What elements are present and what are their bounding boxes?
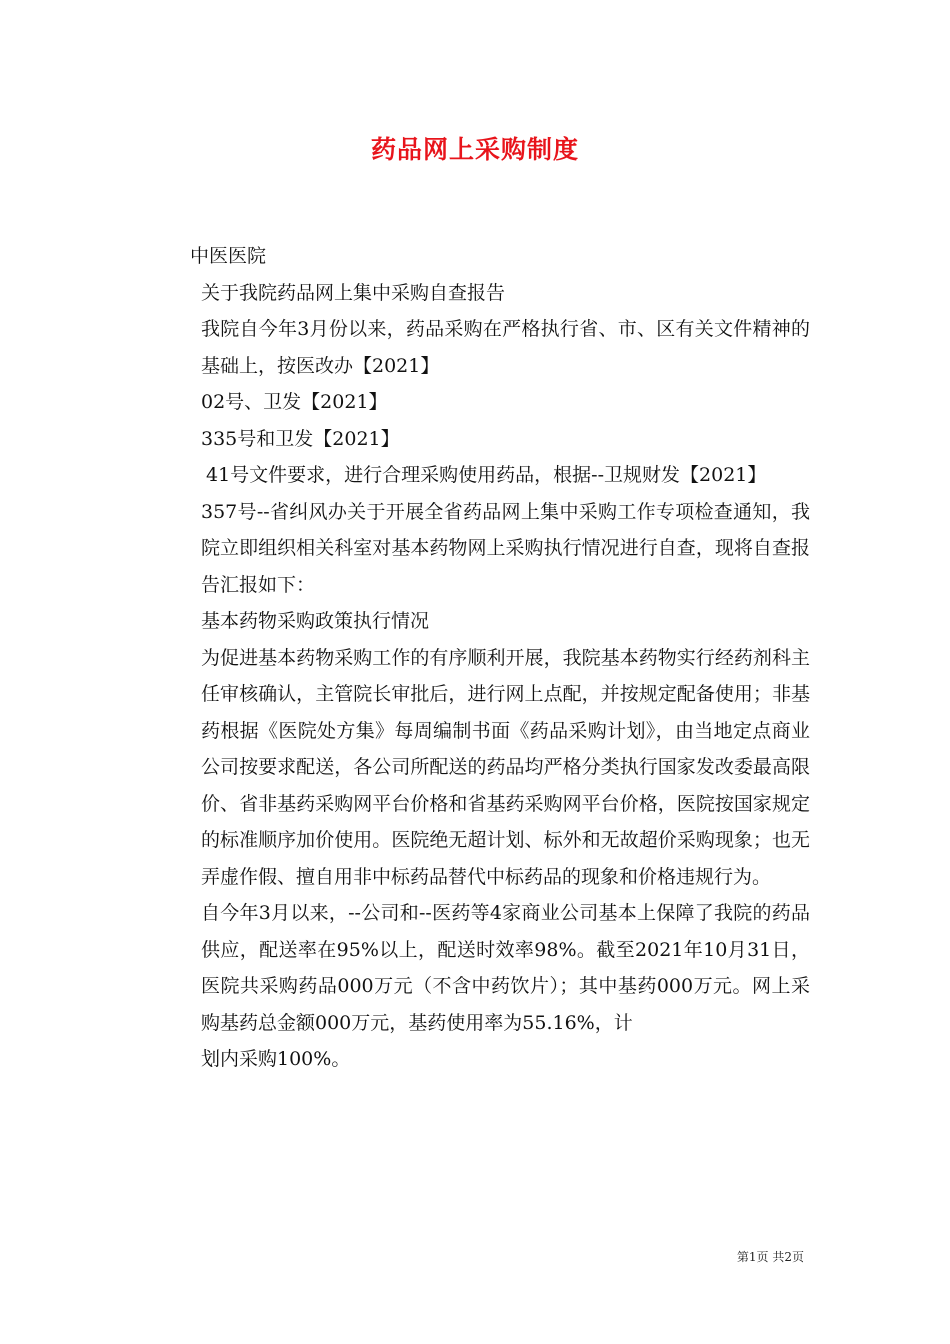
document-body xyxy=(146,238,810,1078)
paragraph-report-title: 关于我院药品网上集中采购自查报告 xyxy=(201,281,506,304)
paragraph-intro: 我院自今年3月份以来，药品采购在严格执行省、市、区有关文件精神的基础上，按医改办【2021】 xyxy=(201,318,810,377)
paragraph-doc-ref-1: 02号、卫发【2021】 xyxy=(201,391,388,413)
section-heading-policy: 基本药物采购政策执行情况 xyxy=(201,610,430,632)
paragraph-plan-rate: 划内采购100%。 xyxy=(201,1048,351,1070)
paragraph-hospital-name: 中医医院 xyxy=(190,245,267,267)
paragraph-policy-details: 为促进基本药物采购工作的有序顺利开展，我院基本药物实行经药剂科主任审核确认，主管院长审批后，进行网上点配，并按规定配备使用；非基药根据《医院处方集》每周编制书面《药品采购计划》，由当地定点商业公司按要求配送，各公司所配送的药品均严格分类执行国家发改委最高限价、省非基药采购网平台价格和省基药采购网平台价格，医院按国家规定的标准顺序加价使用。医院绝无超计划、标外和无故超价采购现象；也无弄虚作假、擅自用非中标药品替代中标药品的现象和价格违规行为。 xyxy=(201,646,810,888)
paragraph-doc-ref-2: 335号和卫发【2021】 xyxy=(201,427,400,450)
paragraph-inspection-notice: 357号--省纠风办关于开展全省药品网上集中采购工作专项检查通知，我院立即组织相关科室对基本药物网上采购执行情况进行自查，现将自查报告汇报如下： xyxy=(201,500,810,596)
paragraph-doc-ref-3: 41号文件要求，进行合理采购使用药品，根据--卫规财发【2021】 xyxy=(206,464,767,486)
document-title: 药品网上采购制度 xyxy=(370,135,579,164)
page-number: 第1页 共2页 xyxy=(736,1250,804,1264)
paragraph-supply-stats: 自今年3月以来，--公司和--医药等4家商业公司基本上保障了我院的药品供应，配送率在95%以上，配送时效率98%。截至2021年10月31日，医院共采购药品000万元（不含中药饮片）；其中基药000万元。网上采购基药总金额000万元，基药使用率为55.16%，计 xyxy=(201,902,810,1034)
